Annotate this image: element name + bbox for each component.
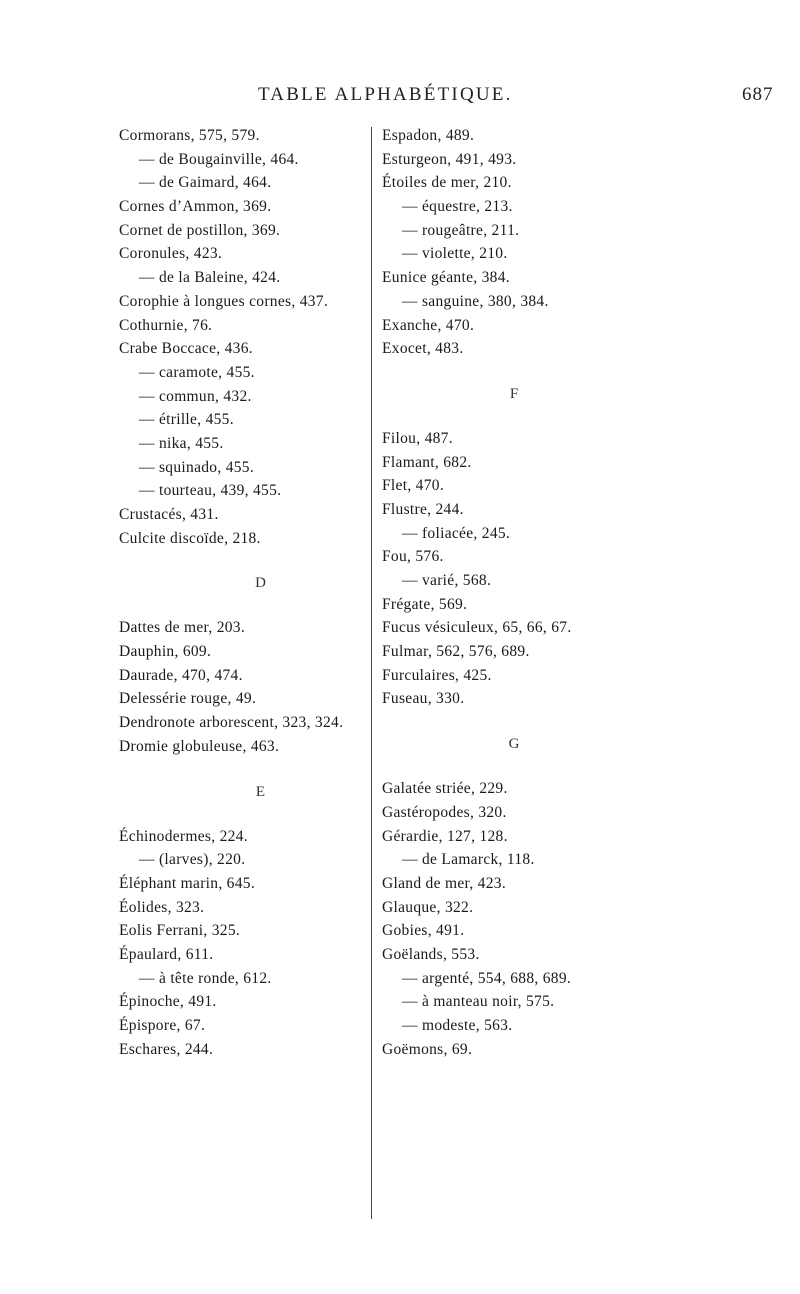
index-subentry: — varié, 568.	[402, 572, 492, 589]
entries-e-continued	[382, 124, 782, 361]
index-subentry: — de Bougainville, 464.	[139, 150, 299, 168]
index-entry: Fou, 576.	[382, 548, 444, 566]
index-entry: Étoiles de mer, 210.	[382, 174, 512, 192]
index-entry: Cormorans, 575, 579.	[119, 127, 260, 144]
index-entry: Galatée striée, 229.	[382, 780, 508, 798]
index-entry: Furculaires, 425.	[382, 666, 492, 684]
index-subentry: — nika, 455.	[139, 434, 224, 452]
index-entry: Esturgeon, 491, 493.	[382, 150, 517, 168]
index-entry: Échinodermes, 224.	[119, 827, 248, 845]
index-entry: Épispore, 67.	[119, 1017, 206, 1034]
index-entry: Flamant, 682.	[382, 453, 472, 471]
index-entry: Coronules, 423.	[119, 245, 223, 263]
index-entry: Eschares, 244.	[119, 1040, 214, 1058]
index-subentry: — commun, 432.	[139, 387, 252, 405]
index-subentry: — caramote, 455.	[139, 363, 255, 381]
index-subentry: — à tête ronde, 612.	[139, 969, 272, 987]
index-entry: Gastéropodes, 320.	[382, 803, 507, 821]
index-entry: Corophie à longues cornes, 437.	[119, 292, 329, 310]
right-column	[382, 124, 782, 1061]
index-subentry: — violette, 210.	[402, 245, 508, 263]
index-entry: Gérardie, 127, 128.	[382, 827, 508, 845]
index-entry: Goëlands, 553.	[382, 945, 480, 963]
index-entry: Cothurnie, 76.	[119, 316, 213, 334]
index-entry: Fulmar, 562, 576, 689.	[382, 643, 530, 661]
index-subentry: — à manteau noir, 575.	[402, 993, 555, 1011]
index-entry: Frégate, 569.	[382, 595, 468, 613]
index-subentry: — de Lamarck, 118.	[402, 851, 535, 869]
index-subentry: — de Gaimard, 464.	[139, 174, 272, 192]
page-header	[0, 84, 800, 114]
index-entry: Eunice géante, 384.	[382, 269, 510, 287]
index-entry: Delessérie rouge, 49.	[119, 690, 257, 708]
entries-f	[382, 427, 782, 711]
index-entry: Fuseau, 330.	[382, 690, 465, 708]
index-entry: Cornet de postillon, 369.	[119, 221, 281, 239]
index-entry: Éolides, 323.	[119, 898, 205, 916]
index-entry: Eolis Ferrani, 325.	[119, 922, 241, 940]
index-entry: Épaulard, 611.	[119, 945, 214, 963]
section-letter-f: F	[509, 385, 519, 402]
index-entry: Crustacés, 431.	[119, 506, 219, 523]
section-letter-d: D	[255, 575, 266, 592]
index-entry: Glauque, 322.	[382, 898, 474, 916]
index-entry: Flustre, 244.	[382, 500, 464, 518]
index-entry: Épinoche, 491.	[119, 993, 217, 1011]
index-entry: Filou, 487.	[382, 429, 453, 447]
index-entry: Goëmons, 69.	[382, 1040, 473, 1058]
index-subentry: — modeste, 563.	[402, 1017, 513, 1034]
index-entry: Espadon, 489.	[382, 127, 475, 144]
index-entry: Exanche, 470.	[382, 316, 475, 334]
index-subentry: — sanguine, 380, 384.	[402, 292, 549, 310]
index-entry: Cornes d’Ammon, 369.	[119, 198, 272, 216]
index-entry: Culcite discoïde, 218.	[119, 529, 261, 547]
index-subentry: — équestre, 213.	[402, 198, 513, 216]
section-letter-e: E	[255, 783, 266, 800]
index-entry: Fucus vésiculeux, 65, 66, 67.	[382, 619, 572, 637]
index-subentry: — étrille, 455.	[139, 411, 234, 429]
index-entry: Dendronote arborescent, 323, 324.	[119, 714, 344, 732]
index-entry: Dromie globuleuse, 463.	[119, 737, 280, 755]
index-entry: Crabe Boccace, 436.	[119, 340, 253, 358]
index-entry: Dattes de mer, 203.	[119, 619, 246, 637]
section-letter-g: G	[508, 736, 520, 753]
running-title: TABLE ALPHABÉTIQUE.	[258, 84, 513, 105]
index-entry: Dauphin, 609.	[119, 643, 212, 661]
index-subentry: — de la Baleine, 424.	[139, 269, 281, 287]
index-entry: Exocet, 483.	[382, 340, 464, 358]
index-subentry: — argenté, 554, 688, 689.	[402, 969, 572, 987]
index-entry: Éléphant marin, 645.	[119, 874, 255, 892]
index-entry: Gland de mer, 423.	[382, 874, 507, 892]
index-entry: Daurade, 470, 474.	[119, 666, 243, 684]
index-entry: Flet, 470.	[382, 477, 444, 495]
page-number: 687	[742, 84, 774, 105]
index-subentry: — foliacée, 245.	[402, 524, 511, 542]
index-entry: Gobies, 491.	[382, 922, 465, 940]
entries-g	[382, 777, 782, 1061]
index-subentry: — rougeâtre, 211.	[402, 221, 520, 239]
index-subentry: — squinado, 455.	[139, 458, 255, 476]
index-subentry: — tourteau, 439, 455.	[139, 482, 282, 500]
index-subentry: — (larves), 220.	[139, 851, 246, 869]
